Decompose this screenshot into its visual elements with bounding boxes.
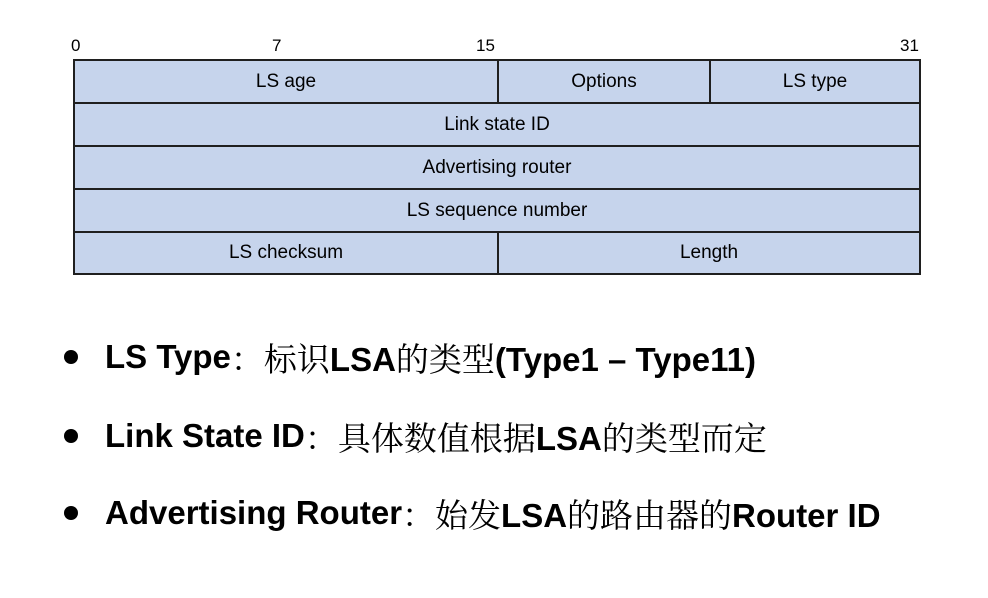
desc-part-bold: Router ID bbox=[732, 496, 881, 534]
field-ls-age: LS age bbox=[75, 61, 499, 102]
lsa-header-diagram bbox=[73, 59, 921, 275]
bullet-ls-type bbox=[64, 332, 756, 382]
field-advertising-router: Advertising router bbox=[422, 156, 572, 178]
field-ls-checksum: LS checksum bbox=[75, 233, 499, 273]
desc-part-bold: LSA bbox=[329, 340, 396, 378]
field-ls-type: LS type bbox=[782, 70, 848, 92]
bit-label-0: 0 bbox=[71, 36, 81, 55]
desc-part: 的类型而定 bbox=[601, 419, 767, 457]
header-row-4 bbox=[75, 190, 919, 233]
desc-part: 具体数值根据 bbox=[337, 419, 536, 457]
bullet-dot-icon bbox=[64, 350, 78, 364]
bit-label-31: 31 bbox=[900, 36, 919, 55]
desc-part: 的类型 bbox=[395, 340, 495, 378]
bullet-colon: ： bbox=[304, 419, 338, 457]
field-options: Options bbox=[499, 61, 711, 102]
desc-part: 始发 bbox=[435, 496, 502, 534]
bullet-description bbox=[435, 490, 881, 537]
bit-label-7: 7 bbox=[272, 36, 282, 55]
header-row-1 bbox=[75, 61, 919, 104]
bullet-term: LS Type bbox=[105, 338, 231, 375]
field-ls-sequence-number: LS sequence number bbox=[406, 199, 588, 221]
bullet-dot-icon bbox=[64, 506, 78, 520]
bit-label-15: 15 bbox=[476, 36, 495, 55]
bullet-colon: ： bbox=[402, 496, 436, 534]
header-row-2 bbox=[75, 104, 919, 147]
field-link-state-id: Link state ID bbox=[444, 113, 550, 135]
desc-part-bold: LSA bbox=[535, 419, 602, 457]
bit-position-ruler bbox=[0, 36, 988, 58]
desc-part-bold: LSA bbox=[501, 496, 568, 534]
bullet-colon: ： bbox=[230, 340, 264, 378]
header-row-5 bbox=[75, 233, 919, 273]
bullet-advertising-router bbox=[64, 488, 881, 538]
bullet-dot-icon bbox=[64, 429, 78, 443]
bullet-description bbox=[338, 413, 767, 460]
field-length: Length bbox=[679, 242, 739, 263]
bullet-link-state-id bbox=[64, 411, 767, 461]
desc-part: 标识 bbox=[263, 340, 330, 378]
bullet-term: Advertising Router bbox=[105, 494, 403, 531]
bullet-term: Link State ID bbox=[105, 417, 305, 454]
desc-part: 的路由器的 bbox=[567, 496, 733, 534]
bullet-description bbox=[264, 334, 756, 381]
header-row-3 bbox=[75, 147, 919, 190]
desc-part-bold: (Type1 – Type11) bbox=[494, 340, 756, 378]
